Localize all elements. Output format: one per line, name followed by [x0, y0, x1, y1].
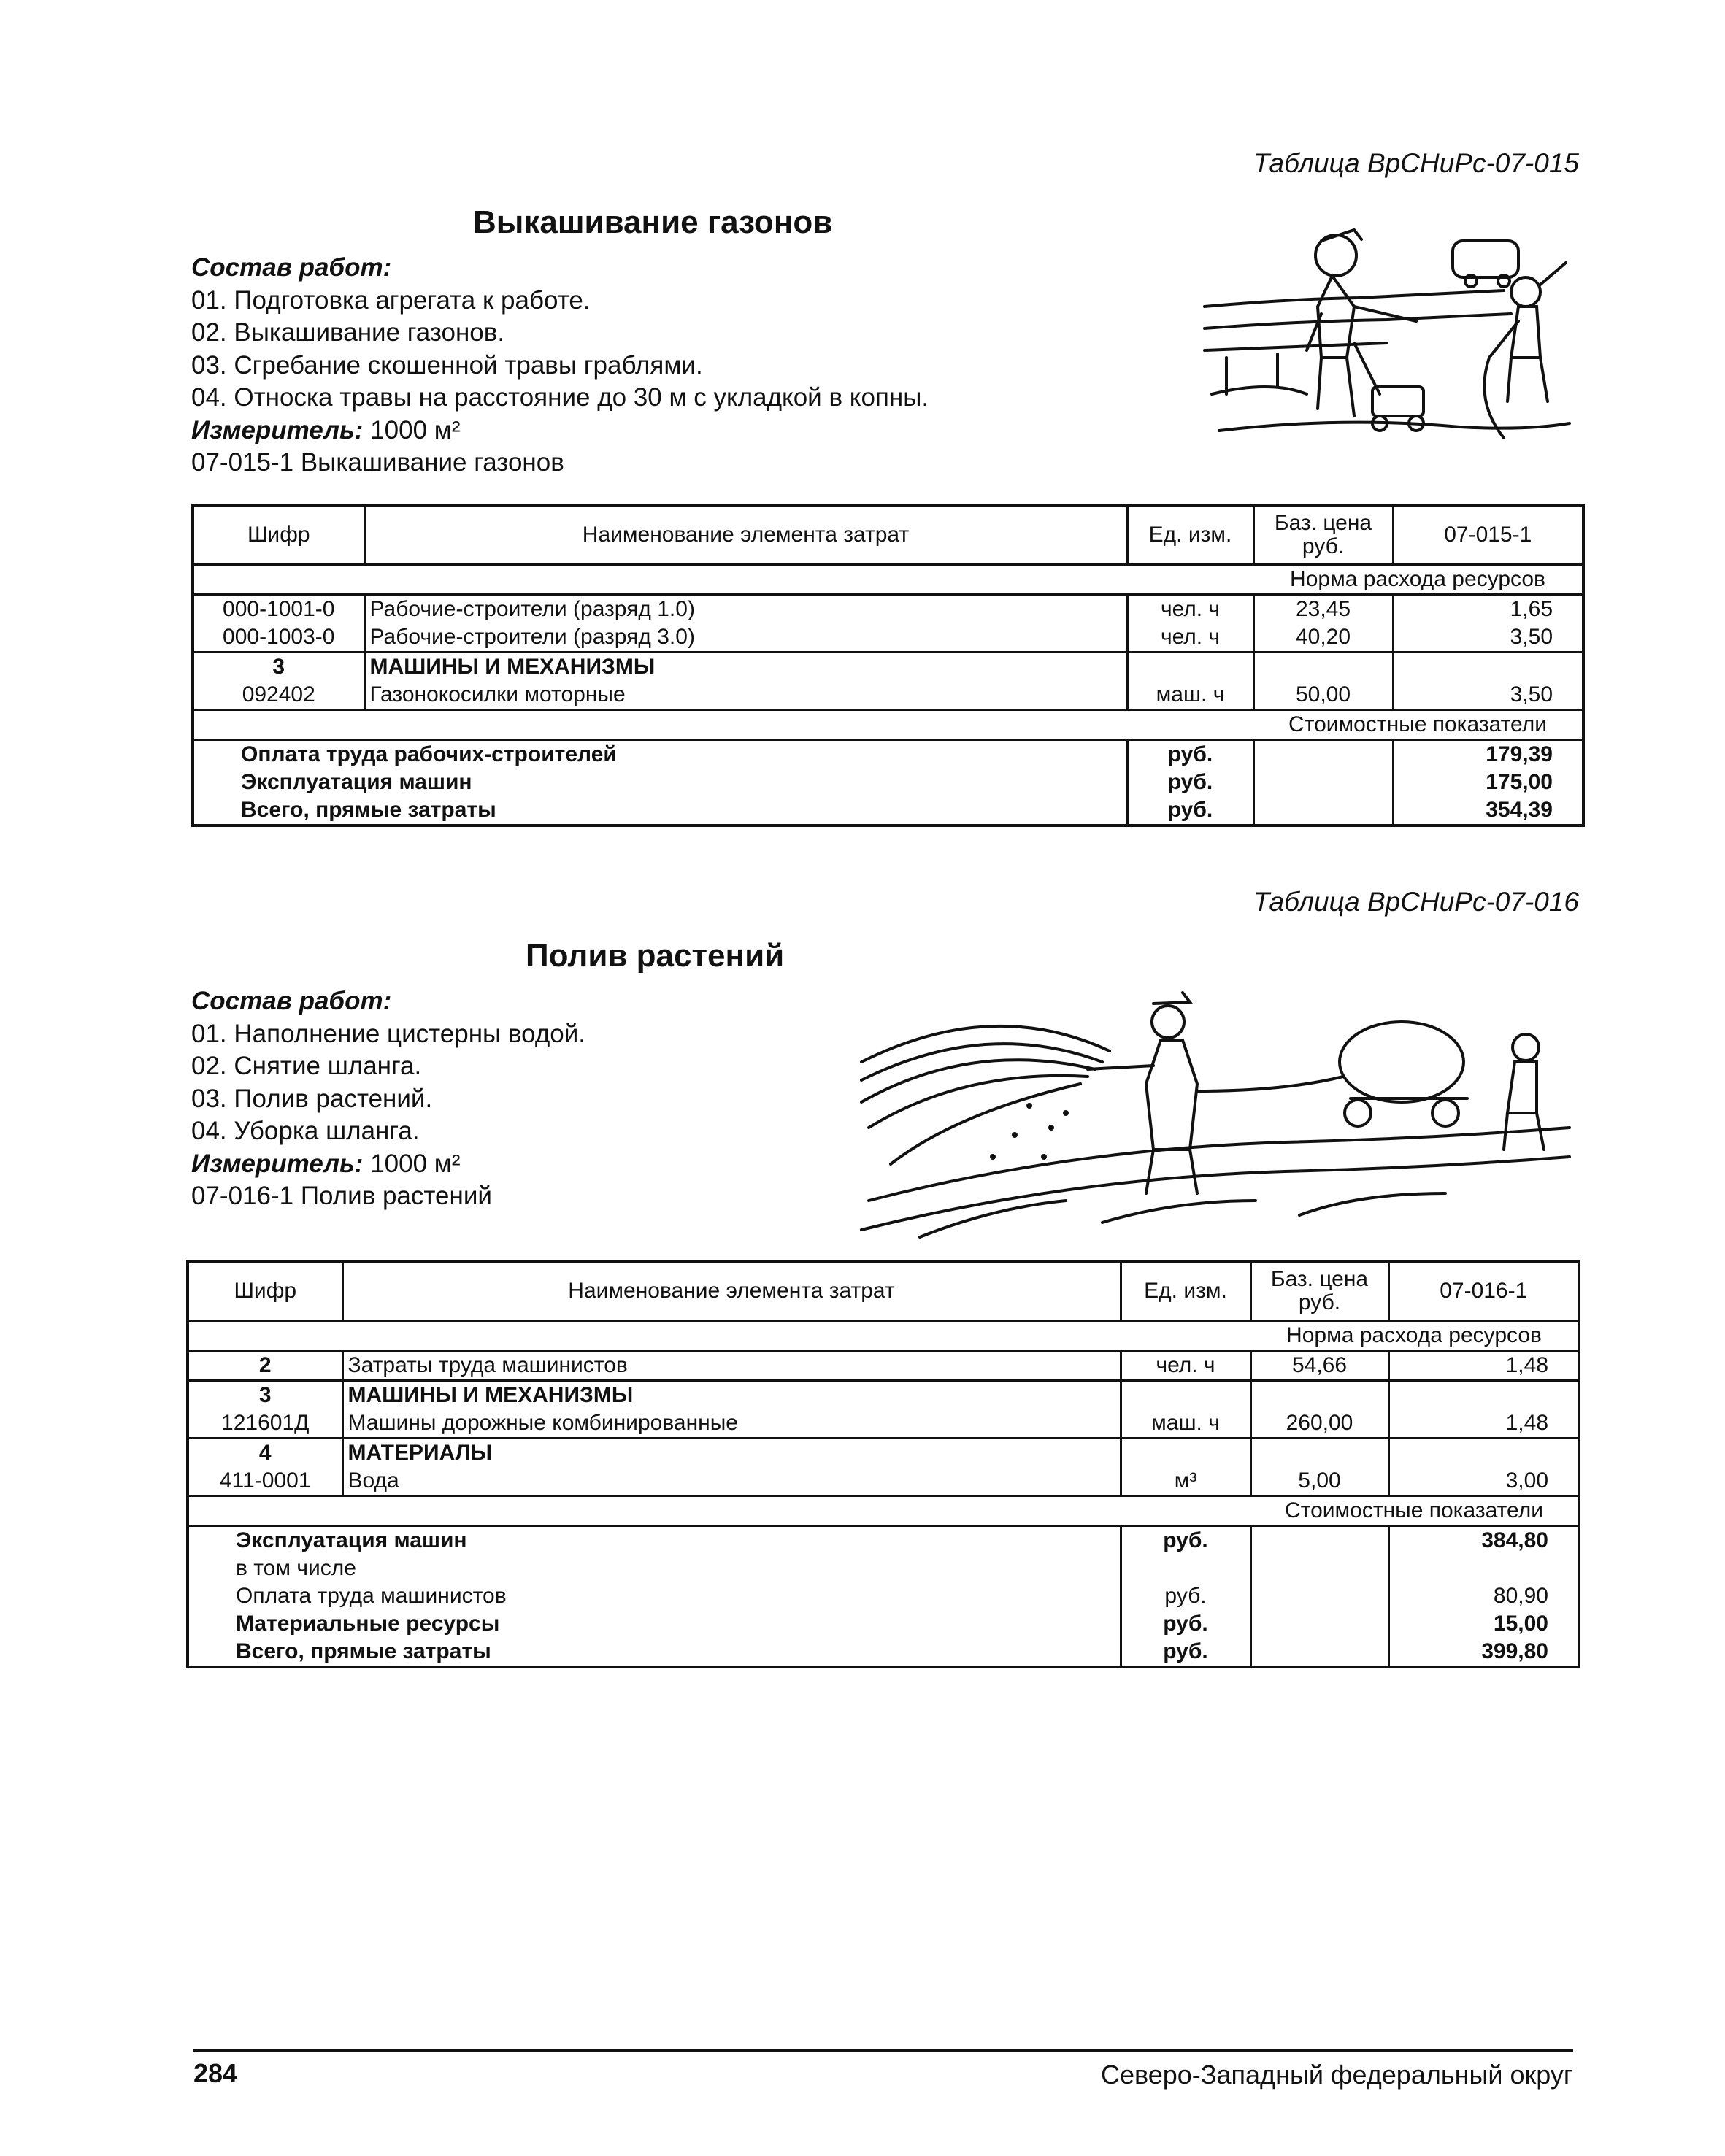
cost-unit: руб. [1127, 740, 1253, 769]
row-code: 092402 [193, 681, 364, 710]
header-code: Шифр [193, 505, 364, 565]
cost-value: 354,39 [1393, 796, 1583, 825]
page-number: 284 [193, 2058, 238, 2088]
row-code: 3 [272, 655, 285, 679]
row-name: МАШИНЫ И МЕХАНИЗМЫ [364, 652, 1127, 682]
work-item: 01. Подготовка агрегата к работе. [191, 285, 591, 315]
row-unit: чел. ч [1121, 1351, 1250, 1381]
cost-unit: руб. [1121, 1610, 1250, 1638]
work-item: 03. Сгребание скошенной травы граблями. [191, 350, 703, 380]
cost-label: Стоимостные показатели [1250, 1496, 1579, 1526]
cost-value: 179,39 [1393, 740, 1583, 769]
cost-unit: руб. [1121, 1582, 1250, 1610]
work-item: 02. Снятие шланга. [191, 1052, 422, 1080]
header-column-code: 07-015-1 [1393, 505, 1583, 565]
cost-value: 384,80 [1388, 1526, 1579, 1555]
table-row [193, 652, 1583, 682]
work-composition [191, 985, 585, 1213]
measure-line [191, 415, 929, 447]
cost-name: Всего, прямые затраты [241, 798, 496, 822]
row-code: 121601Д [188, 1409, 342, 1439]
header-name: Наименование элемента затрат [364, 505, 1127, 565]
cost-row [188, 1526, 1579, 1555]
row-code: 3 [258, 1383, 272, 1407]
header-price [1250, 1261, 1388, 1321]
cost-value [1388, 1555, 1579, 1582]
code-line: 07-015-1 Выкашивание газонов [191, 448, 564, 477]
table-row [193, 595, 1583, 624]
norm-label: Норма расхода ресурсов [1253, 565, 1583, 595]
cost-name: Эксплуатация машин [241, 770, 472, 794]
table-reference: Таблица ВрСНиРс-07-016 [1253, 887, 1579, 917]
row-name: Машины дорожные комбинированные [342, 1409, 1121, 1439]
watering-illustration [847, 982, 1577, 1244]
footer-rule [193, 2049, 1573, 2052]
row-price: 260,00 [1250, 1409, 1388, 1439]
cost-name: Материальные ресурсы [236, 1612, 500, 1636]
row-price: 54,66 [1250, 1351, 1388, 1381]
cost-value: 399,80 [1388, 1638, 1579, 1667]
work-item: 04. Уборка шланга. [191, 1117, 420, 1145]
cost-table [186, 1260, 1580, 1668]
cost-name: Эксплуатация машин [236, 1528, 467, 1552]
row-unit: маш. ч [1121, 1409, 1250, 1439]
row-value: 3,50 [1393, 681, 1583, 710]
work-item: 04. Относка травы на расстояние до 30 м с укладкой в копны. [191, 383, 929, 412]
table-header [188, 1261, 1579, 1321]
row-code: 2 [188, 1351, 342, 1381]
cost-row [188, 1638, 1579, 1667]
row-name: Затраты труда машинистов [342, 1351, 1121, 1381]
cost-row [188, 1610, 1579, 1638]
table-row [188, 1381, 1579, 1410]
row-value: 3,00 [1388, 1467, 1579, 1496]
norm-row [188, 1321, 1579, 1351]
table-row [193, 623, 1583, 652]
table-row [188, 1467, 1579, 1496]
lawn-mowing-illustration [1197, 212, 1577, 453]
cost-name: Оплата труда рабочих-строителей [241, 742, 617, 766]
section-title: Полив растений [526, 938, 785, 974]
row-name: МАТЕРИАЛЫ [342, 1439, 1121, 1468]
row-name: Газонокосилки моторные [364, 681, 1127, 710]
row-unit: чел. ч [1127, 595, 1253, 624]
cost-value: 80,90 [1388, 1582, 1579, 1610]
row-code: 000-1001-0 [223, 597, 335, 621]
header-unit: Ед. изм. [1127, 505, 1253, 565]
cost-row [193, 769, 1583, 796]
measure-line [191, 1148, 585, 1181]
cost-unit: руб. [1127, 769, 1253, 796]
row-code: 4 [258, 1441, 272, 1465]
cost-label: Стоимостные показатели [1253, 710, 1583, 740]
work-item: 02. Выкашивание газонов. [191, 318, 505, 347]
header-price-line2: руб. [1302, 534, 1345, 558]
measure-label: Измеритель: [191, 415, 364, 444]
cost-unit [1121, 1555, 1250, 1582]
measure-value: 1000 м² [370, 1149, 461, 1178]
cost-row [193, 740, 1583, 769]
work-label: Состав работ: [191, 253, 392, 282]
header-name: Наименование элемента затрат [342, 1261, 1121, 1321]
cost-row [193, 796, 1583, 825]
row-unit: м³ [1121, 1467, 1250, 1496]
row-unit: маш. ч [1127, 681, 1253, 710]
header-column-code: 07-016-1 [1388, 1261, 1579, 1321]
header-price [1253, 505, 1393, 565]
work-item: 03. Полив растений. [191, 1084, 433, 1113]
header-unit: Ед. изм. [1121, 1261, 1250, 1321]
norm-label: Норма расхода ресурсов [1250, 1321, 1579, 1351]
header-price-line1: Баз. цена [1270, 1267, 1369, 1291]
table-header [193, 505, 1583, 565]
row-price: 5,00 [1250, 1467, 1388, 1496]
table-row [188, 1439, 1579, 1468]
cost-name: в том числе [236, 1556, 356, 1580]
cost-unit: руб. [1127, 796, 1253, 825]
row-value: 1,65 [1393, 595, 1583, 624]
measure-label: Измеритель: [191, 1149, 364, 1178]
cost-unit: руб. [1121, 1526, 1250, 1555]
row-price: 40,20 [1253, 623, 1393, 652]
work-composition [191, 252, 929, 480]
header-price-line2: руб. [1298, 1290, 1341, 1314]
row-price: 23,45 [1253, 595, 1393, 624]
table-row [193, 681, 1583, 710]
table-row [188, 1351, 1579, 1381]
cost-name: Всего, прямые затраты [236, 1639, 491, 1663]
code-line: 07-016-1 Полив растений [191, 1182, 492, 1210]
header-price-line1: Баз. цена [1274, 511, 1372, 535]
cost-indicators-row [188, 1496, 1579, 1526]
row-code: 000-1003-0 [193, 623, 364, 652]
cost-value: 15,00 [1388, 1610, 1579, 1638]
cost-row [188, 1582, 1579, 1610]
cost-indicators-row [193, 710, 1583, 740]
region-name: Северо-Западный федеральный округ [1100, 2060, 1573, 2090]
row-price: 50,00 [1253, 681, 1393, 710]
work-label: Состав работ: [191, 987, 392, 1015]
table-row [188, 1409, 1579, 1439]
row-unit: чел. ч [1127, 623, 1253, 652]
table-reference: Таблица ВрСНиРс-07-015 [1253, 148, 1579, 178]
row-code: 411-0001 [188, 1467, 342, 1496]
row-name: Рабочие-строители (разряд 3.0) [364, 623, 1127, 652]
cost-name: Оплата труда машинистов [236, 1584, 507, 1608]
cost-row [188, 1555, 1579, 1582]
cost-unit: руб. [1121, 1638, 1250, 1667]
cost-value: 175,00 [1393, 769, 1583, 796]
row-value: 1,48 [1388, 1409, 1579, 1439]
row-value: 1,48 [1388, 1351, 1579, 1381]
norm-row [193, 565, 1583, 595]
measure-value: 1000 м² [370, 415, 461, 444]
row-name: Рабочие-строители (разряд 1.0) [364, 595, 1127, 624]
row-name: Вода [342, 1467, 1121, 1496]
header-code: Шифр [188, 1261, 342, 1321]
cost-table [191, 504, 1585, 827]
row-value: 3,50 [1393, 623, 1583, 652]
section-title: Выкашивание газонов [473, 204, 833, 240]
row-name: МАШИНЫ И МЕХАНИЗМЫ [342, 1381, 1121, 1410]
work-item: 01. Наполнение цистерны водой. [191, 1019, 585, 1048]
